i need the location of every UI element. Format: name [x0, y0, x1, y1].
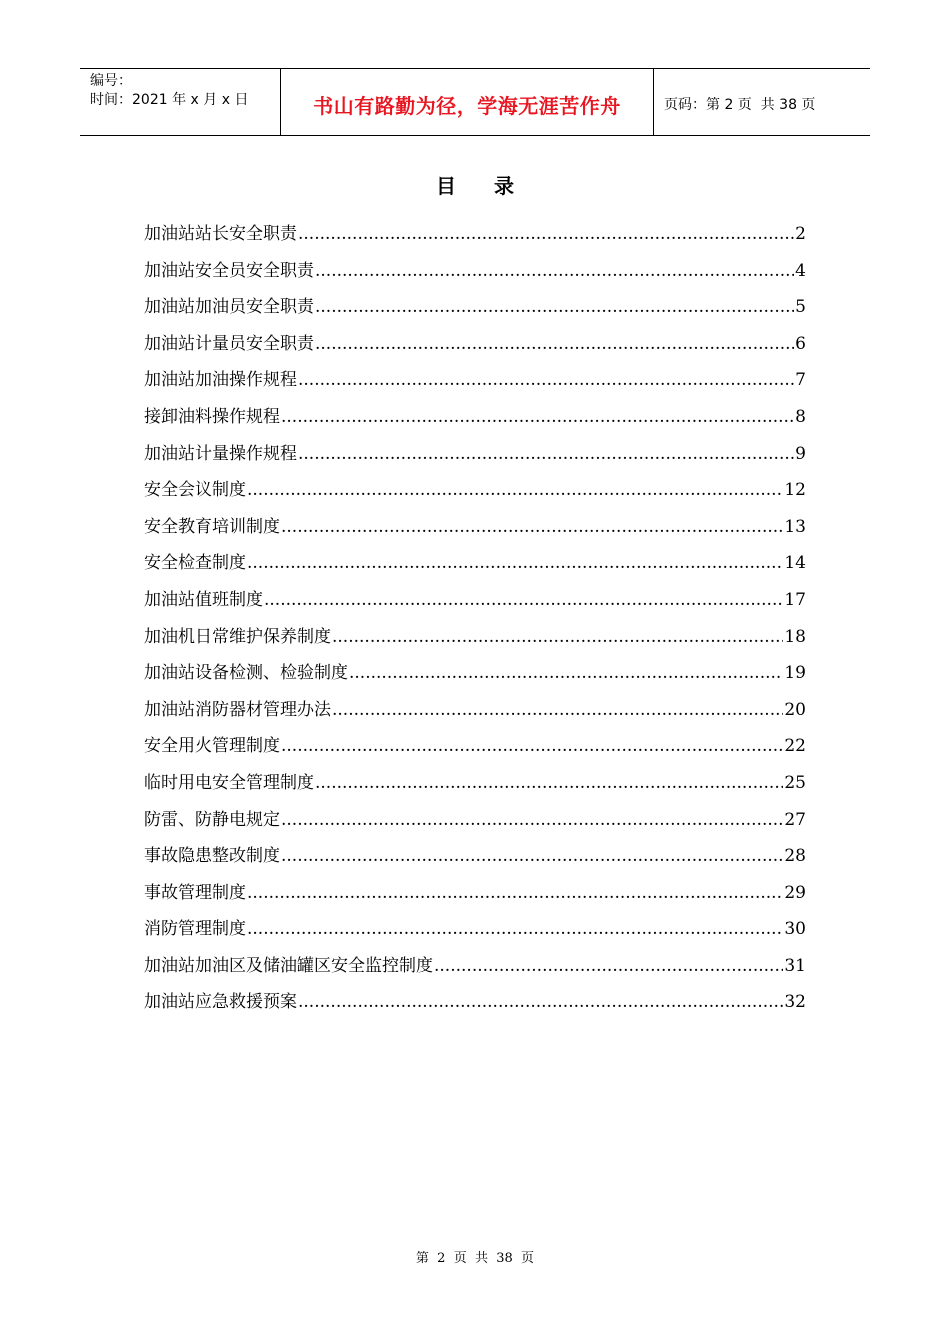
toc-entry-page: 19 [784, 663, 806, 684]
toc-entry-page: 4 [795, 260, 806, 281]
toc-entry-page: 13 [784, 516, 806, 537]
toc-title [0, 170, 950, 199]
toc-entry[interactable] [144, 478, 806, 515]
toc-leader-dots [315, 295, 794, 319]
header-meta [80, 69, 281, 135]
toc-entry-label: 加油站站长安全职责 [144, 224, 297, 244]
toc-entry-label: 接卸油料操作规程 [144, 406, 280, 427]
toc-entry-label: 加油站安全员安全职责 [144, 260, 314, 281]
toc-entry[interactable] [144, 734, 806, 771]
toc-entry-label: 加油站加油操作规程 [144, 370, 297, 391]
toc-entry[interactable] [144, 588, 806, 625]
toc-entry-page: 20 [784, 699, 806, 720]
toc-entry-label: 防雷、防静电规定 [144, 809, 280, 830]
toc-entry-label: 安全检查制度 [144, 553, 246, 574]
header-motto: 书山有路勤为径，学海无涯苦作舟 [281, 69, 654, 135]
toc-entry[interactable] [144, 405, 806, 442]
toc-entry-label: 安全会议制度 [144, 480, 246, 501]
toc-leader-dots [247, 478, 783, 502]
page-header [80, 68, 870, 136]
toc-entry[interactable] [144, 698, 806, 735]
toc-entry[interactable] [144, 222, 806, 259]
toc-entry[interactable] [144, 771, 806, 808]
toc-entry-label: 加油站加油员安全职责 [144, 297, 314, 318]
toc-entry-label: 消防管理制度 [144, 919, 246, 940]
toc-entry[interactable] [144, 954, 806, 991]
toc-entry[interactable] [144, 259, 806, 296]
toc-leader-dots [281, 734, 783, 758]
toc-list [144, 222, 806, 1027]
toc-leader-dots [247, 881, 783, 905]
toc-entry-label: 加油站加油区及储油罐区安全监控制度 [144, 955, 433, 976]
toc-entry-label: 事故管理制度 [144, 882, 246, 903]
toc-leader-dots [315, 259, 794, 283]
toc-entry-label: 加油站设备检测、检验制度 [144, 663, 348, 684]
toc-entry-page: 31 [784, 955, 806, 976]
toc-entry-page: 27 [784, 809, 806, 830]
toc-title-char-2: 录 [494, 174, 514, 198]
toc-entry-page: 30 [784, 919, 806, 940]
toc-entry-label: 加油机日常维护保养制度 [144, 626, 331, 647]
toc-entry-page: 18 [784, 626, 806, 647]
toc-entry-label: 事故隐患整改制度 [144, 846, 280, 867]
header-page-info: 页码：第 2 页 共 38 页 [664, 97, 816, 113]
toc-entry[interactable] [144, 990, 806, 1027]
toc-leader-dots [281, 515, 783, 539]
number-label: 编号： [90, 73, 132, 89]
toc-entry[interactable] [144, 917, 806, 954]
toc-leader-dots [281, 405, 794, 429]
toc-leader-dots [247, 551, 783, 575]
toc-entry[interactable] [144, 515, 806, 552]
toc-leader-dots [315, 771, 783, 795]
toc-leader-dots [298, 222, 794, 246]
toc-entry-page: 22 [784, 736, 806, 757]
toc-entry-page: 7 [795, 370, 806, 391]
toc-entry-page: 25 [784, 772, 806, 793]
toc-entry-label: 加油站计量员安全职责 [144, 333, 314, 354]
toc-leader-dots [281, 844, 783, 868]
toc-entry[interactable] [144, 442, 806, 479]
page-footer: 第 2 页 共 38 页 [415, 1251, 535, 1266]
toc-entry-page: 9 [795, 443, 806, 464]
toc-entry-label: 加油站消防器材管理办法 [144, 699, 331, 720]
toc-leader-dots [434, 954, 783, 978]
toc-leader-dots [298, 990, 783, 1014]
toc-leader-dots [315, 332, 794, 356]
toc-entry[interactable] [144, 332, 806, 369]
toc-entry-page: 12 [784, 480, 806, 501]
toc-entry-page: 2 [795, 224, 806, 244]
toc-entry[interactable] [144, 551, 806, 588]
toc-entry[interactable] [144, 625, 806, 662]
toc-entry-label: 加油站应急救援预案 [144, 992, 297, 1013]
toc-title-char-1: 目 [436, 174, 456, 198]
toc-entry[interactable] [144, 881, 806, 918]
toc-entry-page: 28 [784, 846, 806, 867]
time-label: 时间：2021 年 x 月 x 日 [90, 92, 249, 108]
toc-entry-page: 6 [795, 333, 806, 354]
toc-entry[interactable] [144, 808, 806, 845]
toc-leader-dots [298, 368, 794, 392]
toc-leader-dots [298, 442, 794, 466]
toc-leader-dots [349, 661, 783, 685]
toc-entry-page: 29 [784, 882, 806, 903]
toc-entry[interactable] [144, 661, 806, 698]
toc-entry-label: 安全用火管理制度 [144, 736, 280, 757]
toc-entry-page: 8 [795, 406, 806, 427]
toc-entry-page: 5 [795, 297, 806, 318]
toc-entry[interactable] [144, 295, 806, 332]
toc-leader-dots [332, 625, 783, 649]
toc-leader-dots [281, 808, 783, 832]
toc-entry-label: 加油站值班制度 [144, 589, 263, 610]
toc-entry-page: 14 [784, 553, 806, 574]
toc-leader-dots [332, 698, 783, 722]
toc-leader-dots [247, 917, 783, 941]
toc-entry-page: 32 [784, 992, 806, 1013]
toc-entry-label: 安全教育培训制度 [144, 516, 280, 537]
toc-entry[interactable] [144, 844, 806, 881]
toc-entry-page: 17 [784, 589, 806, 610]
toc-entry[interactable] [144, 368, 806, 405]
toc-leader-dots [264, 588, 783, 612]
toc-entry-label: 临时用电安全管理制度 [144, 772, 314, 793]
toc-entry-label: 加油站计量操作规程 [144, 443, 297, 464]
